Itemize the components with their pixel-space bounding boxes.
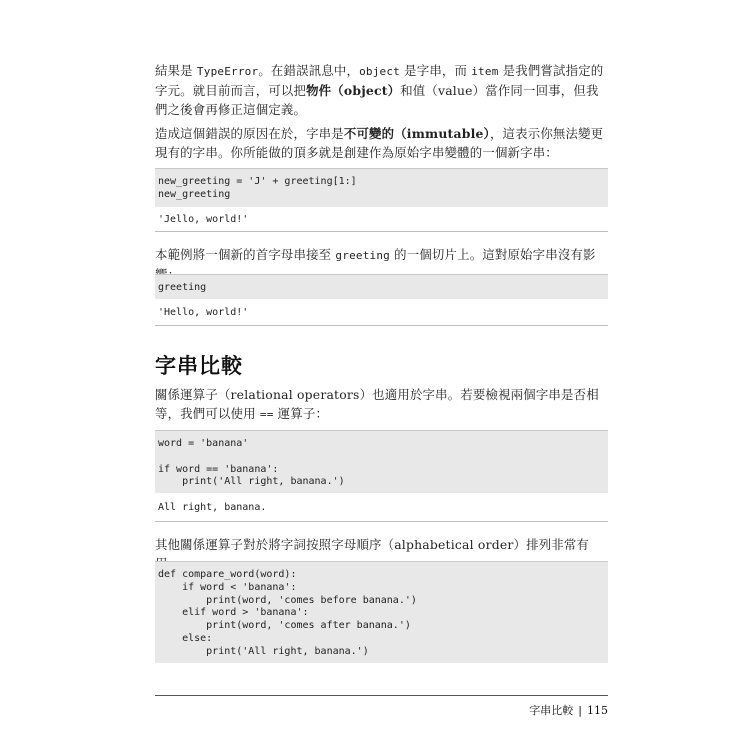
inline-code-typeerror: TypeError [196, 65, 259, 78]
inline-code-greeting: greeting [335, 249, 391, 262]
code-output-hello [155, 307, 608, 326]
paragraph-typeerror [155, 61, 608, 119]
code-line: def compare_word(word): [158, 569, 297, 580]
text: 其他關係運算子對於將字詞按照字母順序（alphabetical order）排列非常有 [155, 537, 590, 552]
text: 。在錯誤訊息中， [258, 63, 360, 78]
code-output-all-right [155, 502, 608, 522]
output-line: 'Hello, world!' [158, 307, 249, 318]
code-block-banana-equal [155, 430, 608, 493]
code-block-new-greeting [155, 168, 608, 207]
code-block-compare-word [155, 561, 608, 663]
text: 本範例將一個新的首字母串接至 [155, 247, 336, 262]
code-line: word = 'banana' [158, 438, 249, 449]
text: 造成這個錯誤的原因在於，字串是 [155, 126, 344, 141]
page-number: 115 [587, 704, 608, 717]
inline-code-equals: == [259, 408, 274, 421]
term-object: 物件（object） [306, 83, 401, 98]
text: 是我們嘗試指定的字元。就目前而言，可以把 [155, 63, 604, 98]
code-line: new_greeting [158, 188, 231, 200]
text: 是字串，而 [400, 63, 472, 78]
code-line: print(word, 'comes after banana.') [158, 620, 411, 632]
footer-rule [155, 695, 608, 696]
book-page [155, 0, 608, 750]
text: ，這表示你無法變更現有的字串。你所能做的頂多就是創建作為原始字串變體的一個新字串： [155, 126, 604, 160]
paragraph-immutable [155, 124, 608, 162]
term-immutable: 不可變的（immutable） [343, 126, 490, 141]
code-line: if word < 'banana': [158, 581, 297, 593]
text: 運算子： [273, 406, 329, 421]
footer-separator: | [578, 704, 582, 717]
text: 結果是 [155, 63, 197, 78]
code-line: new_greeting = 'J' + greeting[1:] [158, 176, 357, 187]
code-line: print(word, 'comes before banana.') [158, 594, 417, 606]
output-line: 'Jello, world!' [158, 214, 249, 225]
page-footer [529, 702, 608, 718]
code-line: greeting [158, 282, 207, 293]
code-line [158, 451, 608, 464]
code-line: print('All right, banana.') [158, 645, 369, 657]
code-line: if word == 'banana': [158, 463, 279, 475]
paragraph-relational [155, 385, 608, 424]
text: 的一個切片上。這對原始字串沒有影 [394, 247, 596, 262]
text: 關係運算子（relational operators）也適用於字串。若要檢視兩個字串是否相等，我們可以使用 [155, 387, 599, 421]
code-block-greeting [155, 274, 608, 299]
inline-code-object: object [359, 65, 400, 78]
section-heading: 字串比較 [155, 354, 243, 378]
output-line: All right, banana. [158, 502, 267, 513]
text: 和值（value）當作同一回事，但我們之後會再修正這個定義。 [155, 83, 599, 117]
code-line: print('All right, banana.') [158, 476, 345, 488]
inline-code-item: item [471, 65, 499, 78]
code-output-jello [155, 214, 608, 232]
code-line: else: [158, 632, 213, 644]
code-line: elif word > 'banana': [158, 607, 309, 619]
footer-section-title: 字串比較 [529, 704, 574, 717]
